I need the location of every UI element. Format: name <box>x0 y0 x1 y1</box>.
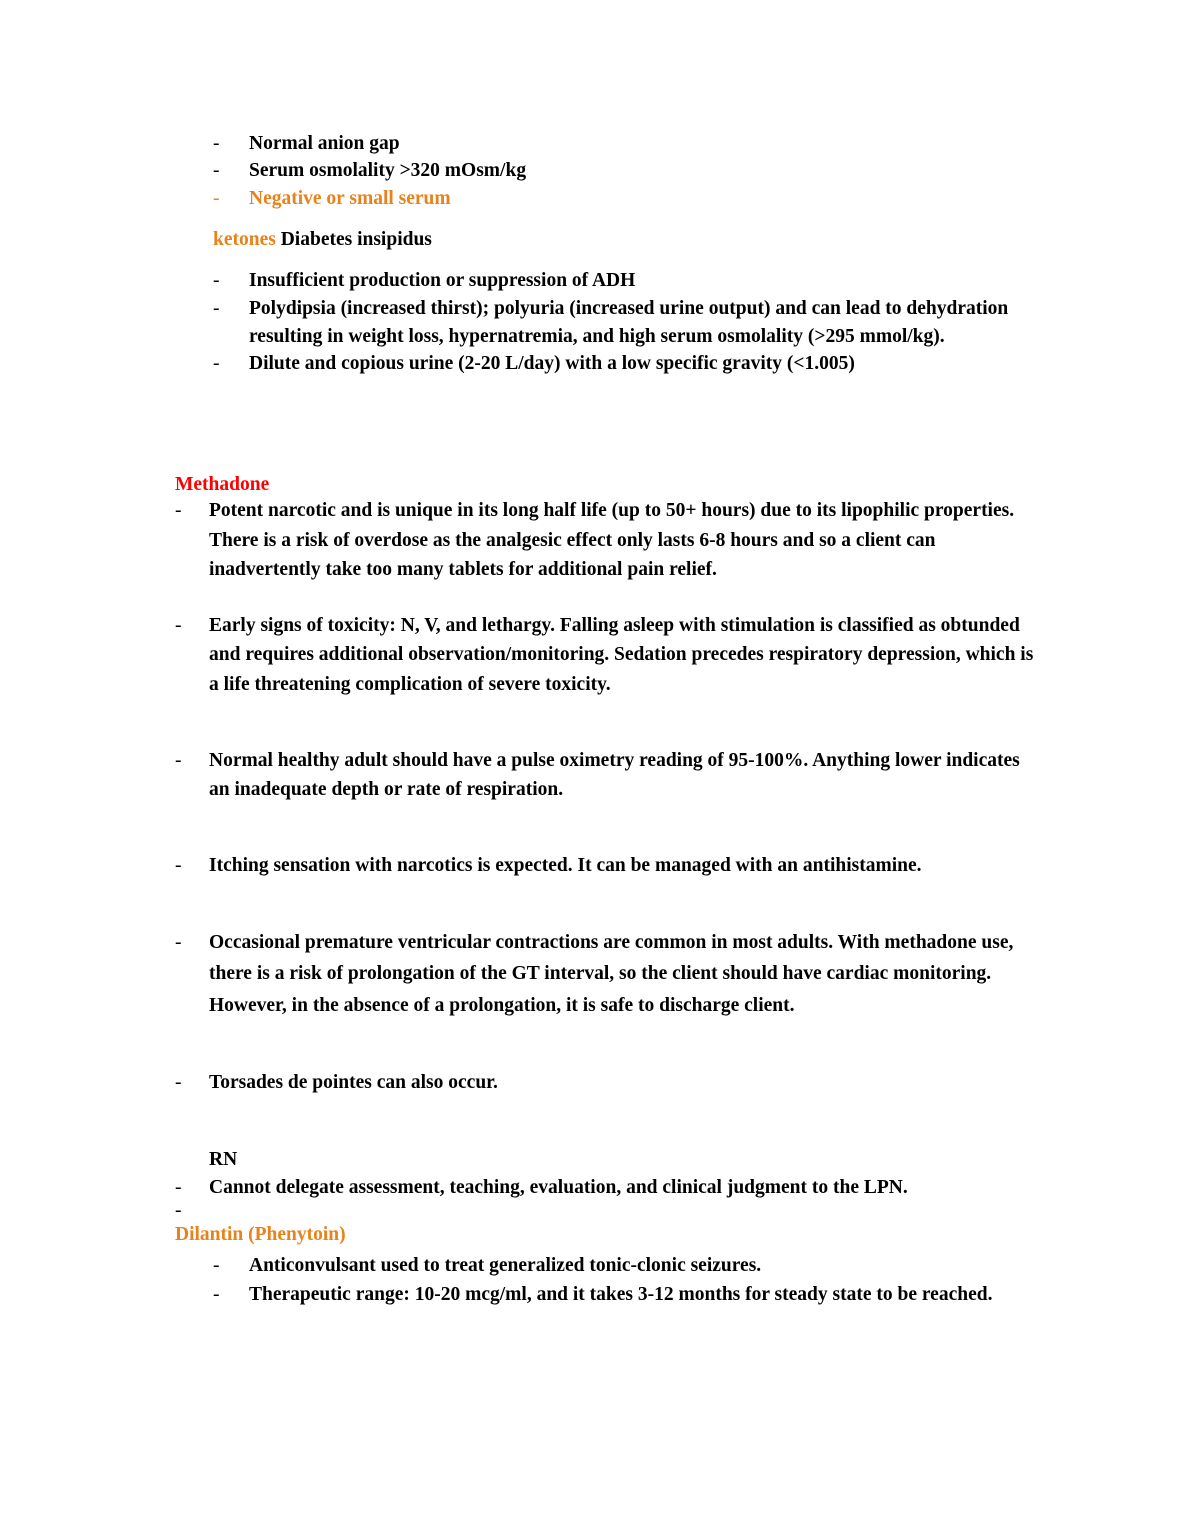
list-item-text: Dilute and copious urine (2-20 L/day) with a low specific gravity (<1.005) <box>249 353 855 375</box>
diabetes-insipidus-bullet-list <box>213 267 1040 378</box>
bullet-marker: - <box>213 297 220 319</box>
list-item <box>175 1174 1040 1202</box>
list-item-text: Torsades de pointes can also occur. <box>209 1072 498 1094</box>
methadone-heading: Methadone <box>175 473 270 495</box>
list-item <box>213 267 1040 295</box>
list-item <box>213 1281 1040 1309</box>
list-item <box>175 496 1040 585</box>
bullet-marker: - <box>175 931 182 953</box>
list-item <box>175 927 1040 1022</box>
list-item-text: Insufficient production or suppression of ADH <box>249 270 636 292</box>
list-item-text: Normal healthy adult should have a pulse oximetry reading of 95-100%. Anything lower indicates an inadequate depth or rate of respiration. <box>209 749 1020 801</box>
list-item-text: Polydipsia (increased thirst); polyuria (increased urine output) and can lead to dehydration resulting in weight loss, hypernatremia, and high serum osmolality (>295 mmol/kg). <box>249 297 1009 347</box>
bullet-marker: - <box>213 1283 220 1305</box>
dilantin-section <box>213 1252 1040 1309</box>
list-item-text: Potent narcotic and is unique in its long half life (up to 50+ hours) due to its lipophilic properties. There is a risk of overdose as the analgesic effect only lasts 6-8 hours and so a client can inadvertently take too many tablets for additional pain relief. <box>209 499 1015 581</box>
diabetes-insipidus-section <box>213 267 1040 378</box>
list-item <box>213 295 1040 350</box>
dilantin-bullet-list <box>213 1252 1040 1309</box>
list-item <box>175 746 1040 805</box>
ketones-black-text: Diabetes insipidus <box>275 228 432 250</box>
list-item-text: Itching sensation with narcotics is expected. It can be managed with an antihistamine. <box>209 854 922 876</box>
list-item <box>213 185 1040 212</box>
bullet-marker: - <box>175 1200 182 1222</box>
list-item-text: Cannot delegate assessment, teaching, evaluation, and clinical judgment to the LPN. <box>209 1177 908 1199</box>
bullet-marker: - <box>213 270 220 292</box>
ketones-line <box>213 226 1040 253</box>
empty-bullet <box>175 1202 1040 1224</box>
bullet-marker: - <box>175 614 182 636</box>
ketones-orange-text: ketones <box>213 228 276 250</box>
list-item-text: Negative or small serum <box>249 187 451 209</box>
bullet-marker: - <box>213 160 220 182</box>
list-item <box>213 157 1040 184</box>
list-item <box>175 1067 1040 1099</box>
list-item <box>175 851 1040 881</box>
rn-label: RN <box>209 1148 238 1170</box>
bullet-marker: - <box>175 854 182 876</box>
methadone-bullet-list <box>175 496 1040 1099</box>
bullet-marker: - <box>213 133 220 154</box>
bullet-marker: - <box>213 1255 220 1277</box>
bullet-marker: - <box>175 499 182 521</box>
bullet-marker: - <box>175 749 182 771</box>
list-item-text: Early signs of toxicity: N, V, and lethargy. Falling asleep with stimulation is classified as obtunded and requires additional observation/monitoring. Sedation precedes respiratory depression, which is a life threatening complication of severe toxicity. <box>209 614 1034 696</box>
bullet-marker: - <box>175 1177 182 1199</box>
list-item <box>213 350 1040 378</box>
list-item-text: Therapeutic range: 10-20 mcg/ml, and it takes 3-12 months for steady state to be reached. <box>249 1283 993 1305</box>
bullet-marker: - <box>175 1072 182 1094</box>
top-section <box>213 130 1040 212</box>
bullet-marker: - <box>213 353 220 375</box>
bullet-marker: - <box>213 187 220 209</box>
list-item-text: Serum osmolality >320 mOsm/kg <box>249 160 527 182</box>
dilantin-heading: Dilantin (Phenytoin) <box>175 1224 346 1246</box>
rn-bullet-list <box>175 1174 1040 1202</box>
top-bullet-list <box>213 130 1040 212</box>
list-item <box>213 1252 1040 1280</box>
list-item-text: Occasional premature ventricular contractions are common in most adults. With methadone use, there is a risk of prolongation of the GT interval, so the client should have cardiac monitoring. However, in the absence of a prolongation, it is safe to discharge client. <box>209 931 1014 1016</box>
list-item <box>175 611 1040 700</box>
list-item-text: Anticonvulsant used to treat generalized tonic-clonic seizures. <box>249 1255 762 1277</box>
list-item-text: Normal anion gap <box>249 133 400 154</box>
list-item <box>213 130 1040 157</box>
